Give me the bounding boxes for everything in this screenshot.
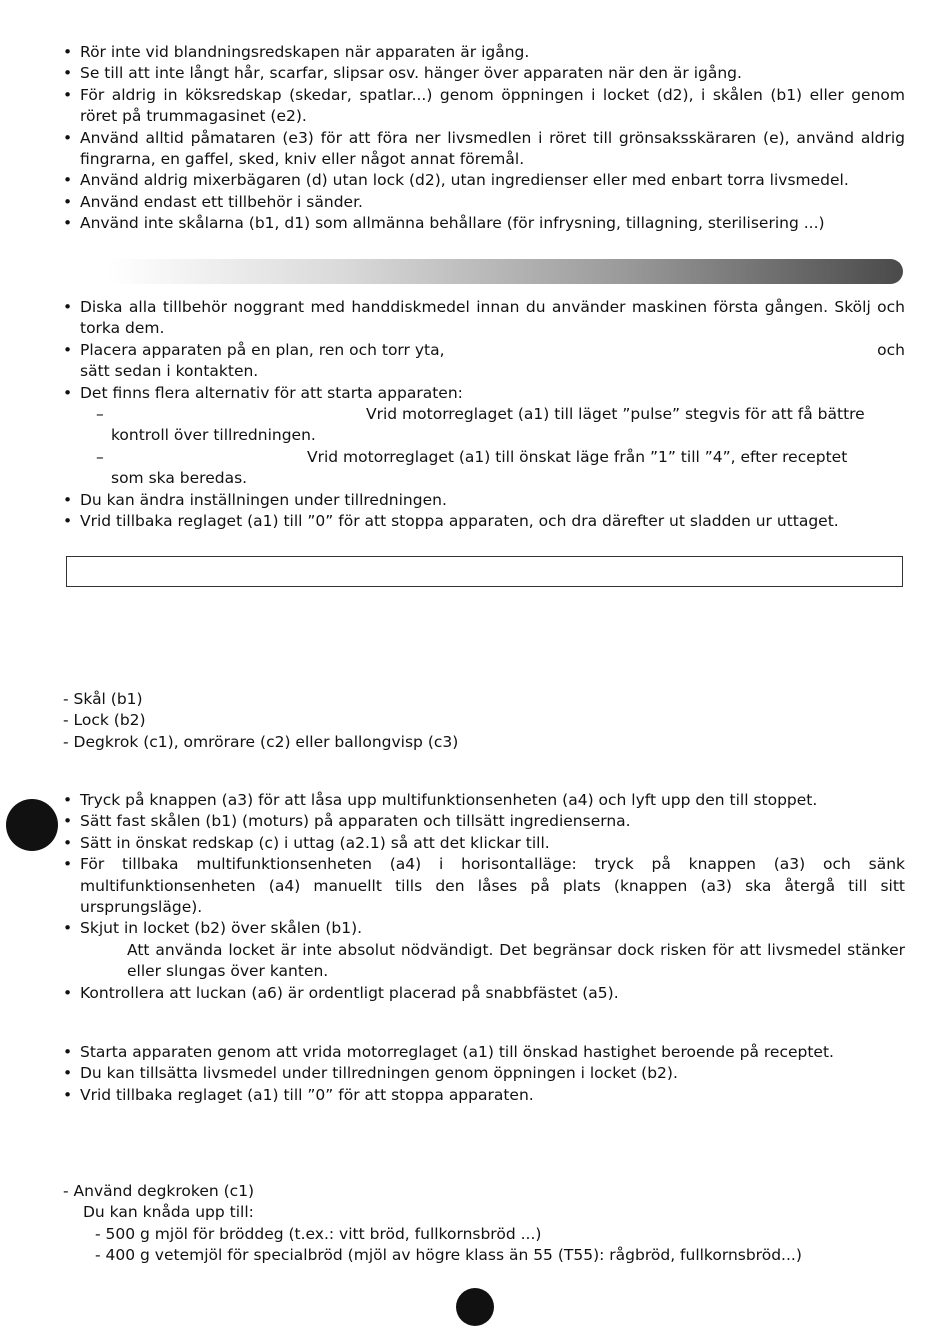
safety-item: • För aldrig in köksredskap (skedar, spatlar...) genom öppningen i locket (d2), i skålen (b1) eller genom röret på trummagasinet (e2). (63, 85, 905, 128)
first-use-change: • Du kan ändra inställningen under tillredningen. (63, 490, 905, 511)
page-marker-circle (6, 799, 58, 851)
kneading-section (63, 1181, 905, 1267)
assembly-item: • Sätt in önskat redskap (c) i uttag (a2.1) så att det klickar till. (63, 833, 905, 854)
option-speed (63, 447, 905, 490)
place-text: Placera apparaten på en plan, ren och torr yta, (80, 340, 445, 359)
operation-item: • Du kan tillsätta livsmedel under tillredningen genom öppningen i locket (b2). (63, 1063, 905, 1084)
assembly-item: • Sätt fast skålen (b1) (moturs) på apparaten och tillsätt ingredienserna. (63, 811, 905, 832)
first-use-stop: • Vrid tillbaka reglaget (a1) till ”0” för att stoppa apparaten, och dra därefter ut sladden ur uttaget. (63, 511, 905, 532)
operation-item: • Vrid tillbaka reglaget (a1) till ”0” för att stoppa apparaten. (63, 1085, 905, 1106)
assembly-list (63, 790, 905, 1004)
assembly-item: • Kontrollera att luckan (a6) är ordentligt placerad på snabbfästet (a5). (63, 983, 905, 1004)
first-use-options: • Det finns flera alternativ för att starta apparaten: (63, 383, 905, 404)
option-pulse-text-2: kontroll över tillredningen. (111, 426, 316, 445)
first-use-wash: • Diska alla tillbehör noggrant med handdiskmedel innan du använder maskinen första gången. Skölj och torka dem. (63, 297, 905, 340)
first-use-place (63, 340, 905, 383)
safety-item: • Använd endast ett tillbehör i sänder. (63, 192, 905, 213)
assembly-item: • Skjut in locket (b2) över skålen (b1). (63, 918, 905, 939)
kneading-up-to: Du kan knåda upp till: (83, 1203, 254, 1222)
safety-item: • Se till att inte långt hår, scarfar, slipsar osv. hänger över apparaten när den är igång. (63, 63, 905, 84)
kneading-flour-1: - 500 g mjöl för bröddeg (t.ex.: vitt bröd, fullkornsbröd ...) (95, 1224, 542, 1243)
option-pulse (63, 404, 905, 447)
section-header-bar (108, 259, 903, 284)
option-speed-text: Vrid motorreglaget (a1) till önskat läge från ”1” till ”4”, efter receptet (307, 447, 848, 466)
assembly-item: • Tryck på knappen (a3) för att låsa upp multifunktionsenheten (a4) och lyft upp den till stoppet. (63, 790, 905, 811)
kneading-flour-2: - 400 g vetemjöl för specialbröd (mjöl av högre klass än 55 (T55): rågbröd, fullkornsbröd...) (95, 1246, 802, 1265)
place-and: och (877, 340, 905, 359)
place-text-2: sätt sedan i kontakten. (80, 362, 259, 381)
safety-item: • Använd aldrig mixerbägaren (d) utan lock (d2), utan ingredienser eller med enbart torra livsmedel. (63, 170, 905, 191)
accessories-list (63, 689, 905, 753)
dash: – (96, 447, 104, 466)
accessory-item: - Lock (b2) (63, 711, 146, 730)
safety-list (63, 42, 905, 235)
safety-item: • Rör inte vid blandningsredskapen när apparaten är igång. (63, 42, 905, 63)
assembly-item: • För tillbaka multifunktionsenheten (a4) i horisontalläge: tryck på knappen (a3) och sänk multifunktionsenheten (a4) manuellt tills den låses på plats (knappen (a3) ska återgå till sitt ursprungsläge). (63, 854, 905, 918)
safety-item: • Använd alltid påmataren (e3) för att föra ner livsmedlen i röret till grönsaksskäraren (e), använd aldrig fingrarna, en gaffel, sked, kniv eller något annat föremål. (63, 128, 905, 171)
empty-title-box (66, 556, 903, 587)
accessory-item: - Degkrok (c1), omrörare (c2) eller ballongvisp (c3) (63, 732, 459, 751)
page-number-circle (456, 1288, 494, 1326)
assembly-note: Att använda locket är inte absolut nödvändigt. Det begränsar dock risken för att livsmedel stänker eller slungas över kanten. (127, 940, 905, 981)
operation-item: • Starta apparaten genom att vrida motorreglaget (a1) till önskad hastighet beroende på receptet. (63, 1042, 905, 1063)
accessory-item: - Skål (b1) (63, 690, 143, 708)
safety-item: • Använd inte skålarna (b1, d1) som allmänna behållare (för infrysning, tillagning, sterilisering ...) (63, 213, 905, 234)
operation-list (63, 1042, 905, 1106)
first-use-section (63, 297, 905, 532)
kneading-hook: - Använd degkroken (c1) (63, 1182, 255, 1200)
option-speed-text-2: som ska beredas. (111, 469, 248, 488)
option-pulse-text: Vrid motorreglaget (a1) till läget ”pulse” stegvis för att få bättre (366, 405, 865, 424)
dash: – (96, 405, 104, 424)
